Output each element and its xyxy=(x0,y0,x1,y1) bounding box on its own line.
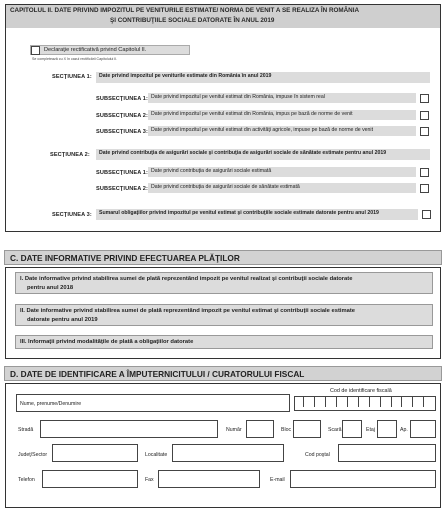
section-c-item-3[interactable] xyxy=(15,335,433,349)
email-input[interactable] xyxy=(290,470,436,488)
sectiunea-1-sub-3-text: Date privind impozitul pe venitul estimat din activităţi agricole, impuse pe bază de norme de venit xyxy=(151,127,374,133)
sectiunea-1-sub-1-label: SUBSECŢIUNEA 1: xyxy=(96,96,148,102)
ap-label: Ap. xyxy=(400,427,408,433)
fax-input[interactable] xyxy=(158,470,260,488)
sectiunea-1-sub-1-row xyxy=(148,93,416,103)
ap-input[interactable] xyxy=(410,420,436,438)
telefon-input[interactable] xyxy=(42,470,138,488)
sectiunea-2-sub-2-label: SUBSECŢIUNEA 2: xyxy=(96,186,148,192)
section-c-item-3-line1: III. Informaţii privind modalităţile de plată a obligaţiilor datorate xyxy=(20,339,194,345)
numar-label: Număr xyxy=(226,427,242,433)
sectiunea-1-sub-2-row xyxy=(148,110,416,120)
sectiunea-1-sub-2-text: Date privind impozitul pe venitul estimat din România, impus pe bază de norme de venit xyxy=(151,111,353,117)
sectiunea-2-sub-1-checkbox[interactable] xyxy=(420,168,429,177)
cod-postal-label: Cod poştal xyxy=(305,452,330,458)
scara-label: Scară xyxy=(328,427,342,433)
fax-label: Fax xyxy=(145,477,154,483)
numar-input[interactable] xyxy=(246,420,274,438)
telefon-label: Telefon xyxy=(18,477,35,483)
sectiunea-1-sub-3-checkbox[interactable] xyxy=(420,127,429,136)
sectiunea-1-sub-3-label: SUBSECŢIUNEA 3: xyxy=(96,129,148,135)
section-c-item-1[interactable] xyxy=(15,272,433,294)
sectiunea-2-sub-1-text: Date privind contribuţia de asigurări sociale estimată xyxy=(151,168,272,174)
capitolul-2-title-line1: CAPITOLUL II. DATE PRIVIND IMPOZITUL PE VENITURILE ESTIMATE/ NORMA DE VENIT A SE REALIZA ÎN ROMÂNIA xyxy=(10,7,360,14)
sectiunea-1-label: SECŢIUNEA 1: xyxy=(52,74,92,80)
section-c-item-1-line2: pentru anul 2018 xyxy=(27,285,74,291)
email-label: E-mail xyxy=(270,477,285,483)
section-c-item-2[interactable] xyxy=(15,304,433,326)
sectiunea-2-sub-2-row xyxy=(148,183,416,193)
sectiunea-2-sub-1-row xyxy=(148,167,416,177)
sectiunea-3-checkbox[interactable] xyxy=(422,210,431,219)
bloc-input[interactable] xyxy=(293,420,321,438)
sectiunea-1-sub-2-checkbox[interactable] xyxy=(420,111,429,120)
sectiunea-2-text: Date privind contribuţia de asigurări sociale şi contribuţia de asigurări sociale de sănătate estimate pentru anul 2019 xyxy=(99,150,387,156)
section-c-title: C. DATE INFORMATIVE PRIVIND EFECTUAREA PLĂŢILOR xyxy=(4,250,442,265)
sectiunea-2-sub-2-checkbox[interactable] xyxy=(420,184,429,193)
section-c-item-2-line1: II. Date informative privind stabilirea sumei de plată reprezentând impozit pe venitul estimat şi contribuţii sociale estimate xyxy=(20,308,356,314)
sectiunea-2-label: SECŢIUNEA 2: xyxy=(50,152,90,158)
sectiunea-1-sub-2-label: SUBSECŢIUNEA 2: xyxy=(96,113,148,119)
nume-label: Nume, prenume/Denumire xyxy=(20,401,82,407)
section-c-item-2-line2: datorate pentru anul 2019 xyxy=(27,317,98,323)
rectificativa-label: Declaraţie rectificativă privind Capitolul II. xyxy=(44,46,147,53)
sectiunea-3-row xyxy=(96,209,418,220)
sectiunea-2-sub-1-label: SUBSECŢIUNEA 1: xyxy=(96,170,148,176)
bloc-label: Bloc xyxy=(281,427,292,433)
sectiunea-1-text: Date privind impozitul pe veniturile estimate din România în anul 2019 xyxy=(99,73,272,79)
sectiunea-2-row xyxy=(96,149,430,160)
section-c-item-1-line1: I. Date informative privind stabilirea sumei de plată reprezentând impozit pe venitul realizat şi contribuţii sociale datorate xyxy=(20,276,353,282)
sectiunea-3-label: SECŢIUNEA 3: xyxy=(52,212,92,218)
sectiunea-1-sub-1-checkbox[interactable] xyxy=(420,94,429,103)
scara-input[interactable] xyxy=(342,420,362,438)
section-d-title: D. DATE DE IDENTIFICARE A ÎMPUTERNICITULUI / CURATORULUI FISCAL xyxy=(4,366,442,381)
rectificativa-note: Se completează cu X în cazul rectificării Capitolului II. xyxy=(32,57,118,61)
localitate-label: Localitate xyxy=(145,452,168,458)
sectiunea-2-sub-2-text: Date privind contribuţia de asigurări sociale de sănătate estimată xyxy=(151,184,300,190)
capitolul-2-title-line2: ŞI CONTRIBUŢIILE SOCIALE DATORATE ÎN ANUL 2019 xyxy=(110,17,275,24)
strada-label: Stradă xyxy=(18,427,34,433)
cif-input[interactable] xyxy=(294,396,436,411)
sectiunea-1-sub-3-row xyxy=(148,126,416,136)
strada-input[interactable] xyxy=(40,420,218,438)
etaj-label: Etaj xyxy=(366,427,375,433)
judet-label: Judeţ/Sector xyxy=(18,452,48,458)
judet-input[interactable] xyxy=(52,444,138,462)
sectiunea-1-row xyxy=(96,72,430,83)
sectiunea-1-sub-1-text: Date privind impozitul pe venitul estimat din România, impuse în sistem real xyxy=(151,94,325,100)
etaj-input[interactable] xyxy=(377,420,397,438)
sectiunea-3-text: Sumarul obligaţiilor privind impozitul pe venitul estimat şi contribuţiile sociale estimate datorate pentru anul 2019 xyxy=(99,210,379,216)
cod-postal-input[interactable] xyxy=(338,444,436,462)
localitate-input[interactable] xyxy=(172,444,284,462)
rectificativa-checkbox[interactable] xyxy=(31,46,40,55)
cif-label: Cod de identificare fiscală xyxy=(330,388,392,394)
